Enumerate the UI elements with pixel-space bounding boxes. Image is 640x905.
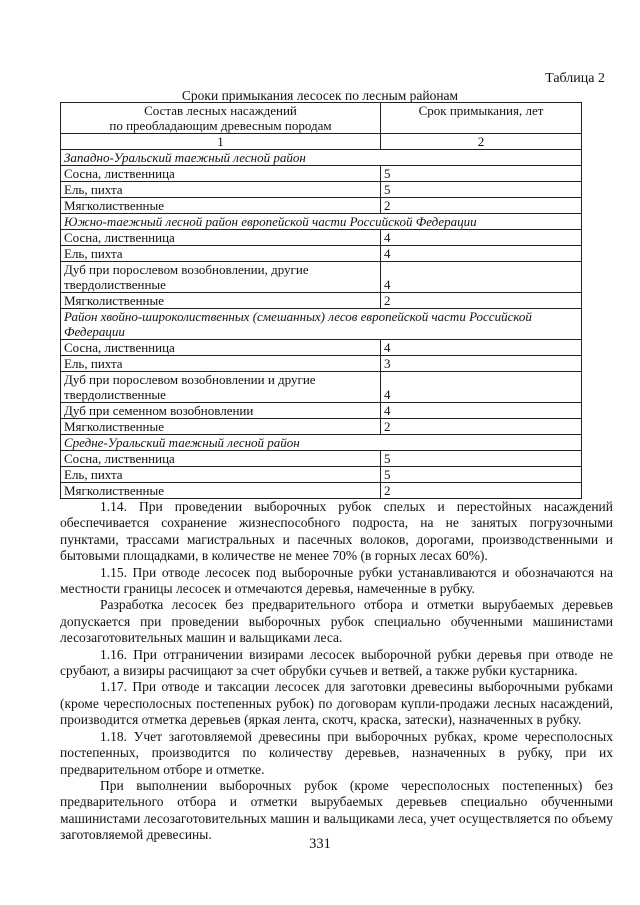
region-name: Западно-Уральский таежный лесной район (61, 150, 582, 166)
term-cell: 4 (381, 262, 582, 293)
paragraph: 1.18. Учет заготовляемой древесины при выборочных рубках, кроме чересполосных постепенных, производится по количеству деревьев, назначенных в рубку, при их предварительном отборе и отметке. (60, 728, 613, 777)
table-row (61, 166, 582, 182)
species-cell: Дуб при порослевом возобновлении, другие твердолиственные (61, 262, 381, 293)
paragraph: При выполнении выборочных рубок (кроме чересполосных постепенных) без предварительного отбора и отметки вырубаемых деревьев специально обученными машинистами лесозаготовительных машин и вальщиками леса, учет осуществляется по объему заготовляемой древесины. (60, 777, 613, 843)
term-cell: 2 (381, 419, 582, 435)
col1-number: 1 (61, 134, 381, 150)
table-row (61, 419, 582, 435)
page-number: 331 (309, 836, 331, 852)
species-cell: Ель, пихта (61, 246, 381, 262)
term-cell: 4 (381, 230, 582, 246)
species-cell: Мягколиственные (61, 483, 381, 499)
table-row (61, 483, 582, 499)
table-row (61, 182, 582, 198)
forest-table (60, 102, 582, 499)
species-cell: Сосна, лиственница (61, 230, 381, 246)
species-cell: Ель, пихта (61, 356, 381, 372)
col2-header: Срок примыкания, лет (381, 103, 582, 134)
table-row (61, 198, 582, 214)
region-name: Южно-таежный лесной район европейской части Российской Федерации (61, 214, 582, 230)
term-cell: 4 (381, 246, 582, 262)
table-row (61, 451, 582, 467)
species-cell: Сосна, лиственница (61, 166, 381, 182)
region-row (61, 309, 582, 340)
term-cell: 4 (381, 372, 582, 403)
term-cell: 5 (381, 451, 582, 467)
species-cell: Дуб при порослевом возобновлении и другие твердолиственные (61, 372, 381, 403)
col1-header-line1: Состав лесных насаждений (144, 103, 297, 118)
region-name: Район хвойно-широколиственных (смешанных) лесов европейской части Российской Федерации (61, 309, 582, 340)
region-row (61, 214, 582, 230)
species-cell: Дуб при семенном возобновлении (61, 403, 381, 419)
paragraph: 1.15. При отводе лесосек под выборочные рубки устанавливаются и обозначаются на местности границы лесосек и отмечаются деревья, намеченные в рубку. (60, 564, 613, 597)
term-cell: 5 (381, 166, 582, 182)
table-number-row (61, 134, 582, 150)
paragraph: 1.16. При отграничении визирами лесосек выборочной рубки деревья при отводе не срубают, а визиры расчищают за счет обрубки сучьев и ветвей, а также рубки кустарника. (60, 646, 613, 679)
species-cell: Сосна, лиственница (61, 451, 381, 467)
table-header-row (61, 103, 582, 134)
term-cell: 3 (381, 356, 582, 372)
table-row (61, 230, 582, 246)
species-cell: Мягколиственные (61, 198, 381, 214)
paragraph: 1.17. При отводе и таксации лесосек для заготовки древесины выборочными рубками (кроме чересполосных постепенных рубок) по договорам купли-продажи лесных насаждений, производится отметка деревьев (яркая лента, скотч, краска, затески), назначенных в рубку. (60, 679, 613, 728)
table-row (61, 246, 582, 262)
species-cell: Мягколиственные (61, 293, 381, 309)
col1-header (61, 103, 381, 134)
table-row (61, 356, 582, 372)
table-row (61, 467, 582, 483)
table-row (61, 403, 582, 419)
paragraph: 1.14. При проведении выборочных рубок спелых и перестойных насаждений обеспечивается сохранение жизнеспособного подроста, на не занятых погрузочными пунктами, трассами магистральных и пасечных волоков, дорогами, производственными и бытовыми площадками, в количестве не менее 70% (в горных лесах 60%). (60, 499, 613, 564)
term-cell: 2 (381, 198, 582, 214)
term-cell: 2 (381, 293, 582, 309)
term-cell: 5 (381, 467, 582, 483)
region-row (61, 435, 582, 451)
term-cell: 4 (381, 340, 582, 356)
col2-number: 2 (381, 134, 582, 150)
table-row (61, 340, 582, 356)
species-cell: Сосна, лиственница (61, 340, 381, 356)
table-row (61, 293, 582, 309)
paragraph: Разработка лесосек без предварительного отбора и отметки вырубаемых деревьев допускается при проведении выборочных рубок специально обученными машинистами лесозаготовительных машин и вальщиками леса. (60, 597, 613, 646)
region-name: Средне-Уральский таежный лесной район (61, 435, 582, 451)
table-body (61, 150, 582, 499)
table-row (61, 262, 582, 293)
term-cell: 4 (381, 403, 582, 419)
species-cell: Ель, пихта (61, 467, 381, 483)
species-cell: Ель, пихта (61, 182, 381, 198)
body-text (60, 499, 613, 844)
region-row (61, 150, 582, 166)
table-label: Таблица 2 (545, 71, 605, 86)
table-caption: Сроки примыкания лесосек по лесным районам (181, 88, 459, 103)
term-cell: 5 (381, 182, 582, 198)
species-cell: Мягколиственные (61, 419, 381, 435)
col1-header-line2: по преобладающим древесным породам (109, 118, 332, 133)
term-cell: 2 (381, 483, 582, 499)
table-row (61, 372, 582, 403)
